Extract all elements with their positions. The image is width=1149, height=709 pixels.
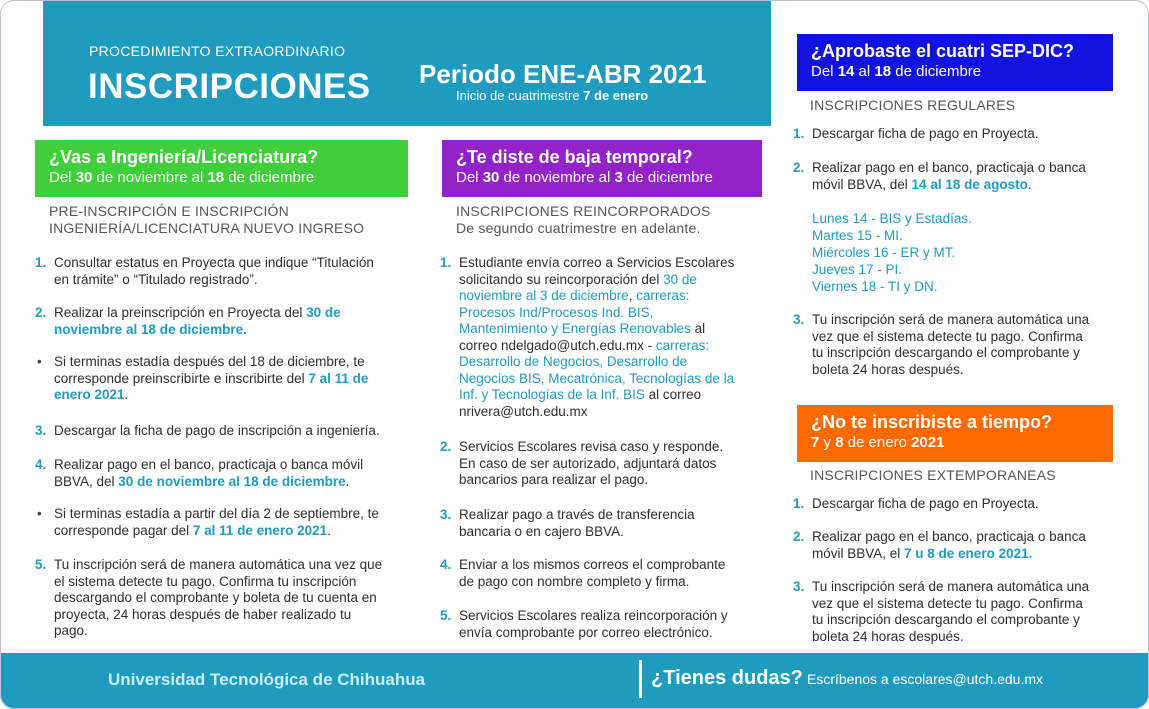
list-item: 2. Realizar la preinscripción en Proyecta del 30 de noviembre al 18 de diciembre. [35, 305, 341, 337]
list-item: 4. Enviar a los mismos correos el comprobante de pago con nombre completo y firma. [440, 557, 726, 589]
regular-dates: Del 14 al 18 de diciembre [811, 63, 982, 80]
engineering-question: ¿Vas a Ingeniería/Licenciatura? [49, 147, 319, 167]
university-name: Universidad Tecnológica de Chihuahua [108, 670, 426, 689]
list-item: 2. Servicios Escolares revisa caso y responde. En caso de ser autorizado, adjuntará datos bancarios para realizar el pago. [440, 439, 724, 487]
list-item: 1. Consultar estatus en Proyecta que indique “Titulación en trámite” o “Titulado registrado”. [35, 255, 374, 287]
header-subtitle: PROCEDIMIENTO EXTRAORDINARIO [89, 43, 346, 59]
engineering-subheading: PRE-INSCRIPCIÓN E INSCRIPCIÓN INGENIERÍA/LICENCIATURA NUEVO INGRESO [49, 203, 365, 236]
regular-question: ¿Aprobaste el cuatri SEP-DIC? [811, 41, 1075, 61]
list-item: 1. Estudiante envía correo a Servicios Escolares solicitando su reincorporación del 30 de noviembre al 3 de diciembre, carreras: Procesos Ind/Procesos Ind. BIS, Mantenimiento y Energías Renovables al correo ndelgado@utch.edu.mx - carreras: Desarrollo de Negocios, Desarrollo de Negocios BIS, Mecatrónica, Tecnologías de la Inf. y Tecnologías de la Inf. BIS al correo nrivera@utch.edu.mx [440, 255, 735, 419]
regular-box [797, 34, 1113, 91]
list-item: 5. Servicios Escolares realiza reincorporación y envía comprobante por correo electrónico. [440, 608, 728, 640]
questions-heading: ¿Tienes dudas? [651, 667, 803, 689]
list-item: 2. Realizar pago en el banco, practicaja o banca móvil BBVA, el 7 u 8 de enero 2021. [793, 529, 1086, 561]
list-item: 5. Tu inscripción será de manera automática una vez que el sistema detecte tu pago. Confirma tu inscripción descargando el comprobante y boleta de tu cuenta en proyecta, 24 horas después de haber realizado tu pago. [35, 557, 383, 638]
list-item: • Si terminas estadía después del 18 de diciembre, te corresponde preinscribirte e inscribirte del 7 al 11 de enero 2021. [37, 354, 369, 402]
list-item: 2. Realizar pago en el banco, practicaja o banca móvil BBVA, del 14 al 18 de agosto. [793, 160, 1086, 192]
schedule-by-day: Lunes 14 - BIS y Estadías. Martes 15 - MI. Miércoles 16 - ER y MT. Jueves 17 - PI. Viernes 18 - TI y DN. [812, 211, 972, 294]
list-item: 3. Tu inscripción será de manera automática una vez que el sistema detecte tu pago. Confirma tu inscripción descargando el comprobante y boleta 24 horas después. [793, 312, 1090, 377]
list-item: 3. Realizar pago a través de transferencia bancaria o en cajero BBVA. [440, 507, 695, 539]
list-item: 1. Descargar ficha de pago en Proyecta. [793, 496, 1039, 511]
regular-subheading: INSCRIPCIONES REGULARES [810, 97, 1016, 113]
list-item: 4. Realizar pago en el banco, practicaja o banca móvil BBVA, del 30 de noviembre al 18 de diciembre. [35, 457, 364, 489]
footer-divider [639, 660, 642, 698]
list-item: 3. Descargar la ficha de pago de inscripción a ingeniería. [35, 423, 380, 438]
header-period: Periodo ENE-ABR 2021 [419, 59, 707, 89]
engineering-dates: Del 30 de noviembre al 18 de diciembre [49, 169, 315, 186]
contact-email[interactable]: Escríbenos a escolares@utch.edu.mx [807, 671, 1043, 687]
list-item: 3. Tu inscripción será de manera automática una vez que el sistema detecte tu pago. Confirma tu inscripción descargando el comprobante y boleta 24 horas después. [793, 579, 1090, 644]
list-item: • Si terminas estadía a partir del día 2 de septiembre, te corresponde pagar del 7 al 11 de enero 2021. [37, 506, 379, 538]
header-title: INSCRIPCIONES [88, 67, 371, 106]
temporary-leave-question: ¿Te diste de baja temporal? [456, 147, 693, 167]
header-start-date: Inicio de cuatrimestre 7 de enero [456, 88, 649, 103]
late-registration-subheading: INSCRIPCIONES EXTEMPORANEAS [810, 467, 1056, 483]
list-item: 1. Descargar ficha de pago en Proyecta. [793, 126, 1039, 141]
reincorporation-subheading: INSCRIPCIONES REINCORPORADOS De segundo cuatrimestre en adelante. [456, 203, 711, 236]
late-registration-box [797, 405, 1113, 462]
header-banner [43, 1, 771, 126]
footer-bar [1, 653, 1149, 709]
late-registration-dates: 7 y 8 de enero 2021 [811, 434, 945, 451]
engineering-box [35, 140, 408, 197]
temporary-leave-box [442, 140, 762, 197]
temporary-leave-dates: Del 30 de noviembre al 3 de diciembre [456, 169, 713, 186]
late-registration-question: ¿No te inscribiste a tiempo? [811, 412, 1053, 432]
